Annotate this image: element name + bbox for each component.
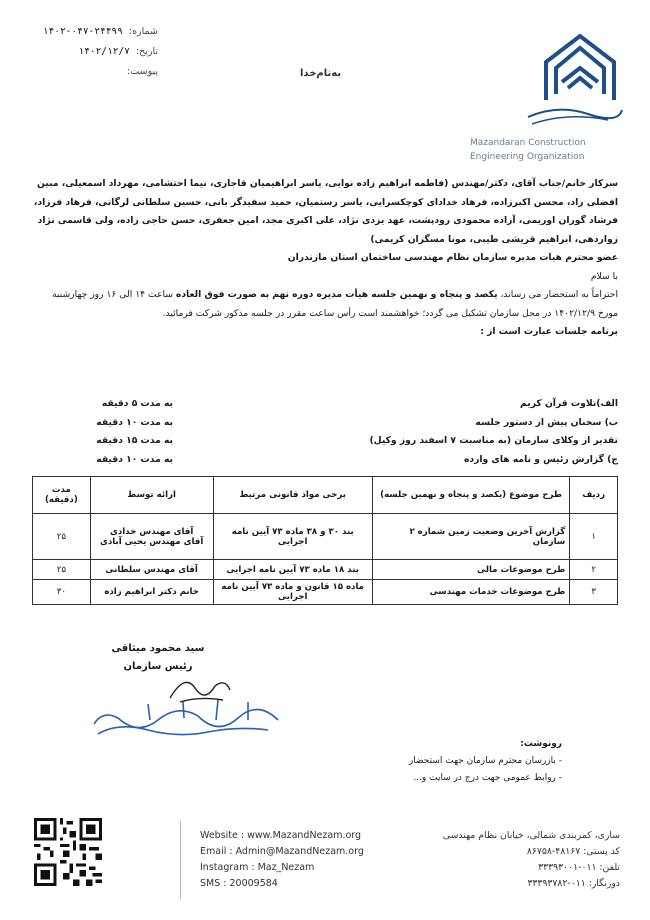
agenda-item: ب) سخنان پیش از دستور جلسه به مدت ۱۰ دقیقه <box>96 416 618 428</box>
cc-line: - بازرسان محترم سازمان جهت استحضار <box>408 756 562 766</box>
addressees: سرکار خانم/جناب آقای، دکتر/مهندس (فاطمه ابراهیم زاده نوایی، یاسر ابراهیمیان قاجاری، نیما احتشامی، مهرداد اسمعیلی، مبین افضلی راد، محسن اکبرزاده، فرهاد خدادای کوچکسرایی، یاسر رستمیان، حمید سفیدگر بانی، حسین سلطانی لرگانی، فرهاد فرزاد، فرشاد گوران اوریمی، آزاده محمودی رودپشت، عهد یزدی نژاد، علی اکبری مجد، امین جعفری، حسن حاجی زاده، ولی قاسمی نژاد زواردهی، ابراهیم قریشی طیبی، مونا مسگران کریمی) <box>33 178 618 245</box>
header-row-number: ردیف <box>570 477 618 514</box>
header-duration: مدت (دقیقه) <box>33 477 91 514</box>
cc-label: رونوشت: <box>520 739 562 749</box>
organization-logo <box>518 22 628 132</box>
date-value: ۱۴۰۲/۱۲/۷ <box>78 46 130 57</box>
basmala: به‌نام‌خدا <box>300 68 342 79</box>
program-intro: برنامه جلسات عبارت است از : <box>480 326 618 337</box>
agenda-item: الف)تلاوت قرآن کریم به مدت ۵ دقیقه <box>101 398 618 409</box>
sms-number: SMS : 20009584 <box>200 878 278 889</box>
letter-meta <box>18 22 158 82</box>
organization-name-en: Mazandaran Construction Engineering Organization <box>470 138 586 162</box>
agenda-item: ج) گزارش رئیس و نامه های وارده به مدت ۱۰ دقیقه <box>96 453 618 465</box>
email-link[interactable]: Email : Admin@MazandNezam.org <box>200 846 364 857</box>
contact-info-fa <box>420 828 620 892</box>
header-subject: طرح موضوع (یکصد و پنجاه و نهمین جلسه) <box>372 477 569 514</box>
table-row: ۳ طرح موضوعات خدمات مهندسی ماده ۱۵ قانون و ماده ۷۳ آیین نامه اجرایی خانم دکتر ابراهیم زاده ۳۰ <box>33 580 618 605</box>
number-value: ۱۴۰۲-۰۴۷-۲۴۴۹۹ <box>42 26 123 37</box>
attachment-label: پیوست: <box>127 66 158 77</box>
recipient-role: عضو محترم هیات مدیره سازمان نظام مهندسی ساختمان استان مازندران <box>287 252 618 263</box>
number-label: شماره: <box>128 26 158 37</box>
greeting: با سلام <box>590 270 618 282</box>
postal-code: کد پستی: ۴۸۱۶۷-۸۶۷۵۸ <box>526 846 620 857</box>
phone: تلفن: ۰۱۱-۳۳۳۹۳۰۰۱ <box>538 862 620 873</box>
carbon-copy <box>362 736 562 787</box>
cc-line: - روابط عمومی جهت درج در سایت و... <box>413 773 562 783</box>
qr-code-icon <box>34 818 102 886</box>
agenda-table <box>32 476 618 605</box>
date-label: تاریخ: <box>135 46 158 57</box>
fax: دورنگار: ۰۱۱-۳۳۳۹۳۷۸۲ <box>527 878 620 889</box>
signatory-title: رئیس سازمان <box>123 661 193 672</box>
footer-divider <box>180 820 181 900</box>
organization-calligraphy-stamp <box>88 690 283 740</box>
signatory-name: سید محمود میثاقی <box>111 643 205 654</box>
main-paragraph: احتراماً به استحضار می رساند، یکصد و پنجاه و نهمین جلسه هیأت مدیره دوره نهم به صورت فوق العاده ساعت ۱۴ الی ۱۶ روز چهارشنبه مورخ ۱۴۰۲/۱۲/۹ در محل سازمان تشکیل می گردد؛ خواهشمند است رأس ساعت مقرر در جلسه مذکور شرکت فرمائید. <box>51 289 618 319</box>
agenda-item: تقدیر از وکلای سازمان (به مناسبت ۷ اسفند روز وکیل) به مدت ۱۵ دقیقه <box>96 435 618 446</box>
header-presenter: ارائه توسط <box>90 477 213 514</box>
table-row: ۱ گزارش آخرین وضعیت زمین شماره ۲ سازمان بند ۳۰ و ۳۸ ماده ۷۳ آیین نامه اجرایی آقای مهندس خدادی آقای مهندس یحیی آبادی ۲۵ <box>33 514 618 560</box>
table-row: ۲ طرح موضوعات مالی بند ۱۸ ماده ۷۳ آیین نامه اجرایی آقای مهندس سلطانی ۲۵ <box>33 560 618 580</box>
website-link[interactable]: Website : www.MazandNezam.org <box>200 830 362 841</box>
address: ساری، کمربندی شمالی، خیابان نظام مهندسی <box>442 830 620 841</box>
instagram-link[interactable]: Instagram : Maz_Nezam <box>200 862 315 873</box>
letter-body <box>33 175 618 342</box>
contact-info-en <box>200 828 364 892</box>
header-law: برخی مواد قانونی مرتبط <box>213 477 372 514</box>
agenda-list <box>33 395 618 469</box>
